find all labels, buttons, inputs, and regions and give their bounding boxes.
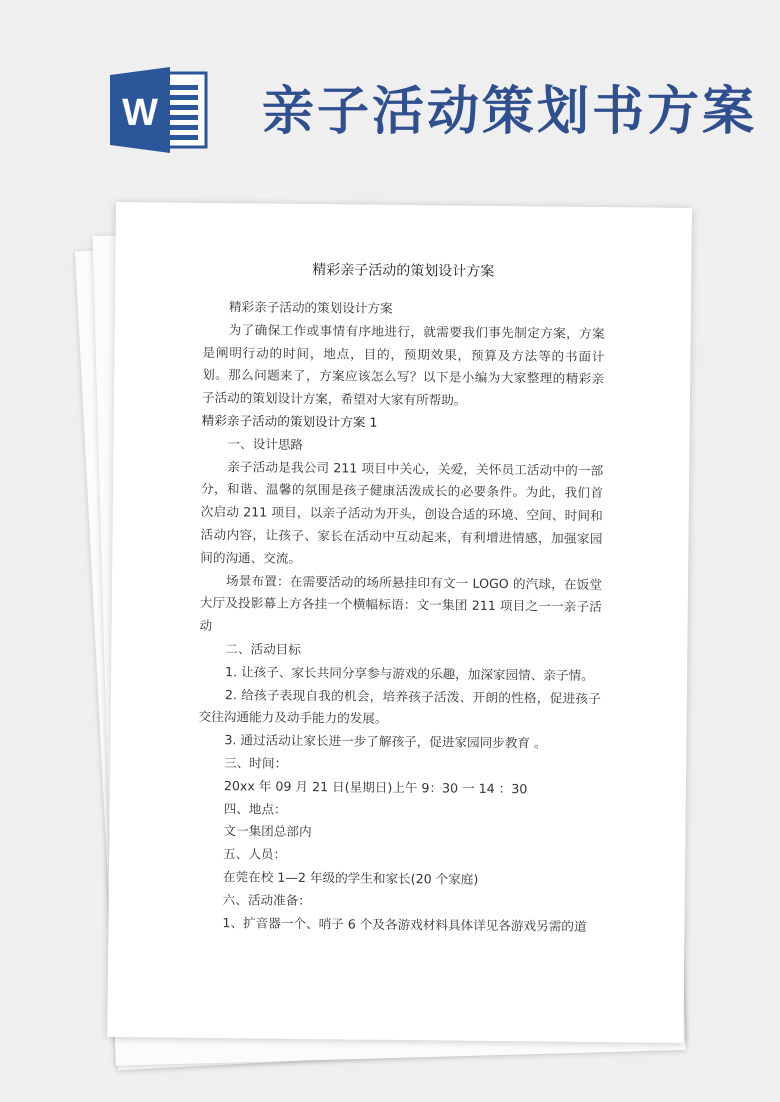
time-value: 20xx 年 09 月 21 日(星期日)上午 9：30 一 14 ：30 <box>223 777 528 797</box>
word-logo-letter: W <box>122 92 158 134</box>
location-value: 文一集团总部内 <box>223 823 312 840</box>
document-body <box>196 296 605 938</box>
document-title: 精彩亲子活动的策划设计方案 <box>312 262 495 280</box>
heading-design-idea: 一、设计思路 <box>227 435 304 452</box>
paragraph-intro: 为了确保工作或事情有序地进行，就需要我们事先制定方案，方案是阐明行动的时间，地点，目的，预期效果，预算及方法等的书面计划。那么问题来了，方案应该怎么写？以下是小编为大家整理的精彩亲子活动的策划设计方案，希望对大家有所帮助。 <box>201 321 605 408</box>
heading-time: 三、时间： <box>224 755 288 771</box>
heading-participants: 五、人员： <box>223 846 287 862</box>
goal-item-1: 1. 让孩子、家长共同分享参与游戏的乐趣，加深家园情、亲子情。 <box>225 663 594 683</box>
section-heading: 精彩亲子活动的策划设计方案 1 <box>201 412 378 430</box>
preparation-item-1: 1、扩音器一个、哨子 6 个及各游戏材料具体详见各游戏另需的道 <box>222 914 587 934</box>
heading-location: 四、地点： <box>223 800 287 817</box>
heading-preparation: 六、活动准备： <box>222 891 311 908</box>
paragraph-design-idea: 亲子活动是我公司 211 项目中关心，关爱，关怀员工活动中的一部分，和谐、温馨的氛围是孩子健康活泼成长的必要条件。为此，我们首次启动 211 项目，以亲子活动为开头，创设合适的环境、空间、时间和活动内容，让孩子、家长在活动中互动起来，有利增进情感，加强家园间的沟通、交流。 <box>200 458 604 566</box>
goal-item-3: 3. 通过活动让家长进一步了解孩子，促进家园同步教育 。 <box>224 732 547 751</box>
document-page <box>107 202 692 1043</box>
participants-value: 在莞在校 1—2 年级的学生和家长(20 个家庭) <box>222 869 479 887</box>
goal-item-2: 2. 给孩子表现自我的机会，培养孩子活泼、开朗的性格，促进孩子交往沟通能力及动手能力的发展。 <box>198 686 601 727</box>
banner <box>0 0 780 190</box>
paragraph-scene-setup: 场景布置：在需要活动的场所悬挂印有文一 LOGO 的汽球，在饭堂大厅及投影幕上方各挂一个横幅标语：文一集团 211 项目之一一亲子活动 <box>199 572 603 634</box>
heading-activity-goals: 二、活动目标 <box>225 641 301 657</box>
paragraph-subtitle: 精彩亲子活动的策划设计方案 <box>228 299 393 316</box>
banner-title: 亲子活动策划书方案 <box>262 81 758 142</box>
word-document-icon <box>110 67 208 153</box>
